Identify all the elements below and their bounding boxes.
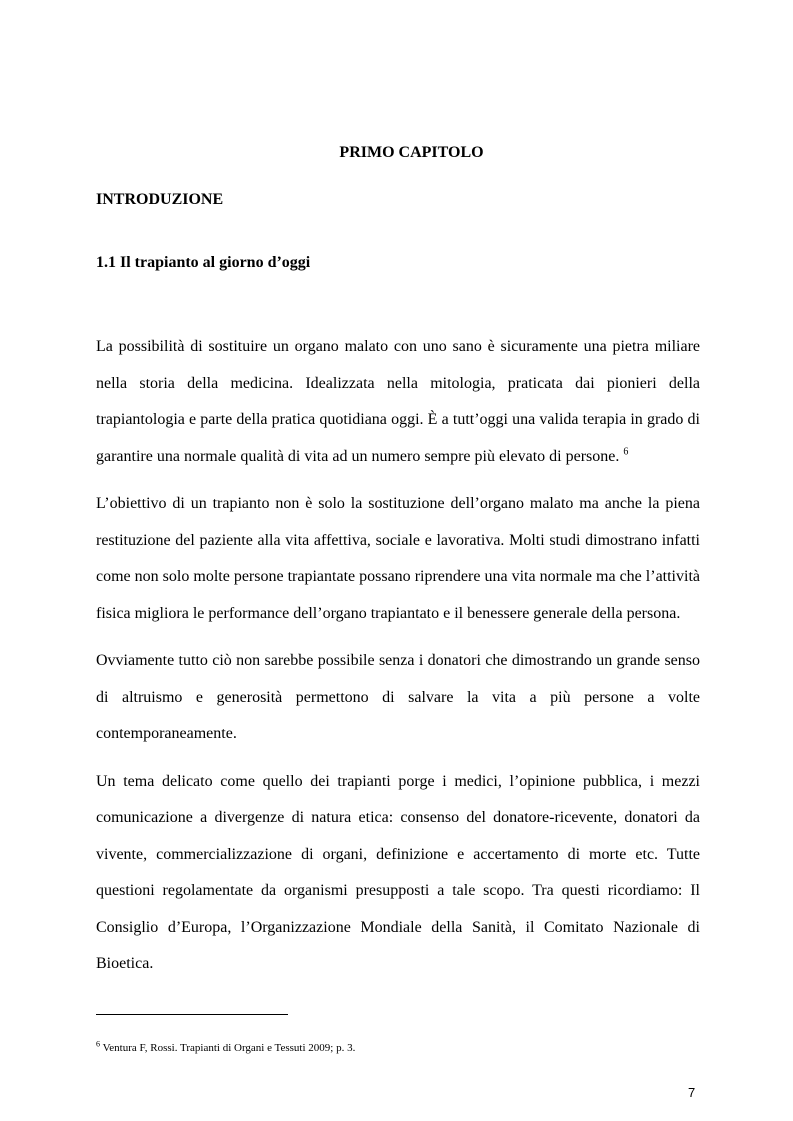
footnote-text: Ventura F, Rossi. Trapianti di Organi e Tessuti 2009; p. 3. — [102, 1042, 356, 1054]
paragraph-2: L’obiettivo di un trapianto non è solo la sostituzione dell’organo malato ma anche la piena restituzione del paziente alla vita affettiva, sociale e lavorativa. Molti studi dimostrano infatti come non solo molte persone trapiantate possano riprendere una vita normale ma che l’attività fisica migliora le performance dell’organo trapiantato e il benessere generale della persona. — [96, 495, 700, 622]
paragraph-1-text: La possibilità di sostituire un organo malato con uno sano è sicuramente una pietra miliare nella storia della medicina. Idealizzata nella mitologia, praticata dai pionieri della trapiantologia e parte della pratica quotidiana oggi. È a tutt’oggi una valida terapia in grado di garantire una normale qualità di vita ad un numero sempre più elevato di persone. — [96, 338, 700, 465]
paragraph-3: Ovviamente tutto ciò non sarebbe possibile senza i donatori che dimostrando un grande senso di altruismo e generosità permettono di salvare la vita a più persone a volte contemporaneamente. — [96, 652, 700, 742]
paragraph-1 — [96, 329, 700, 475]
body-text — [96, 329, 700, 994]
page-number: 7 — [688, 1085, 696, 1100]
paragraph-4: Un tema delicato come quello dei trapianti porge i medici, l’opinione pubblica, i mezzi comunicazione a divergenze di natura etica: consenso del donatore-ricevente, donatori da vivente, commercializzazione di organi, definizione e accertamento di morte etc. Tutte questioni regolamentate da organismi presupposti a tale scopo. Tra questi ricordiamo: Il Consiglio d’Europa, l’Organizzazione Mondiale della Sanità, il Comitato Nazionale di Bioetica. — [96, 772, 700, 972]
footnote-marker: 6 — [96, 1039, 100, 1049]
footnote-separator — [96, 1014, 288, 1015]
footnote-reference[interactable]: 6 — [623, 446, 629, 458]
section-heading: INTRODUZIONE — [96, 191, 224, 208]
chapter-title: PRIMO CAPITOLO — [339, 144, 484, 161]
footnote — [96, 1041, 355, 1055]
subsection-heading: 1.1 Il trapianto al giorno d’oggi — [96, 254, 311, 271]
